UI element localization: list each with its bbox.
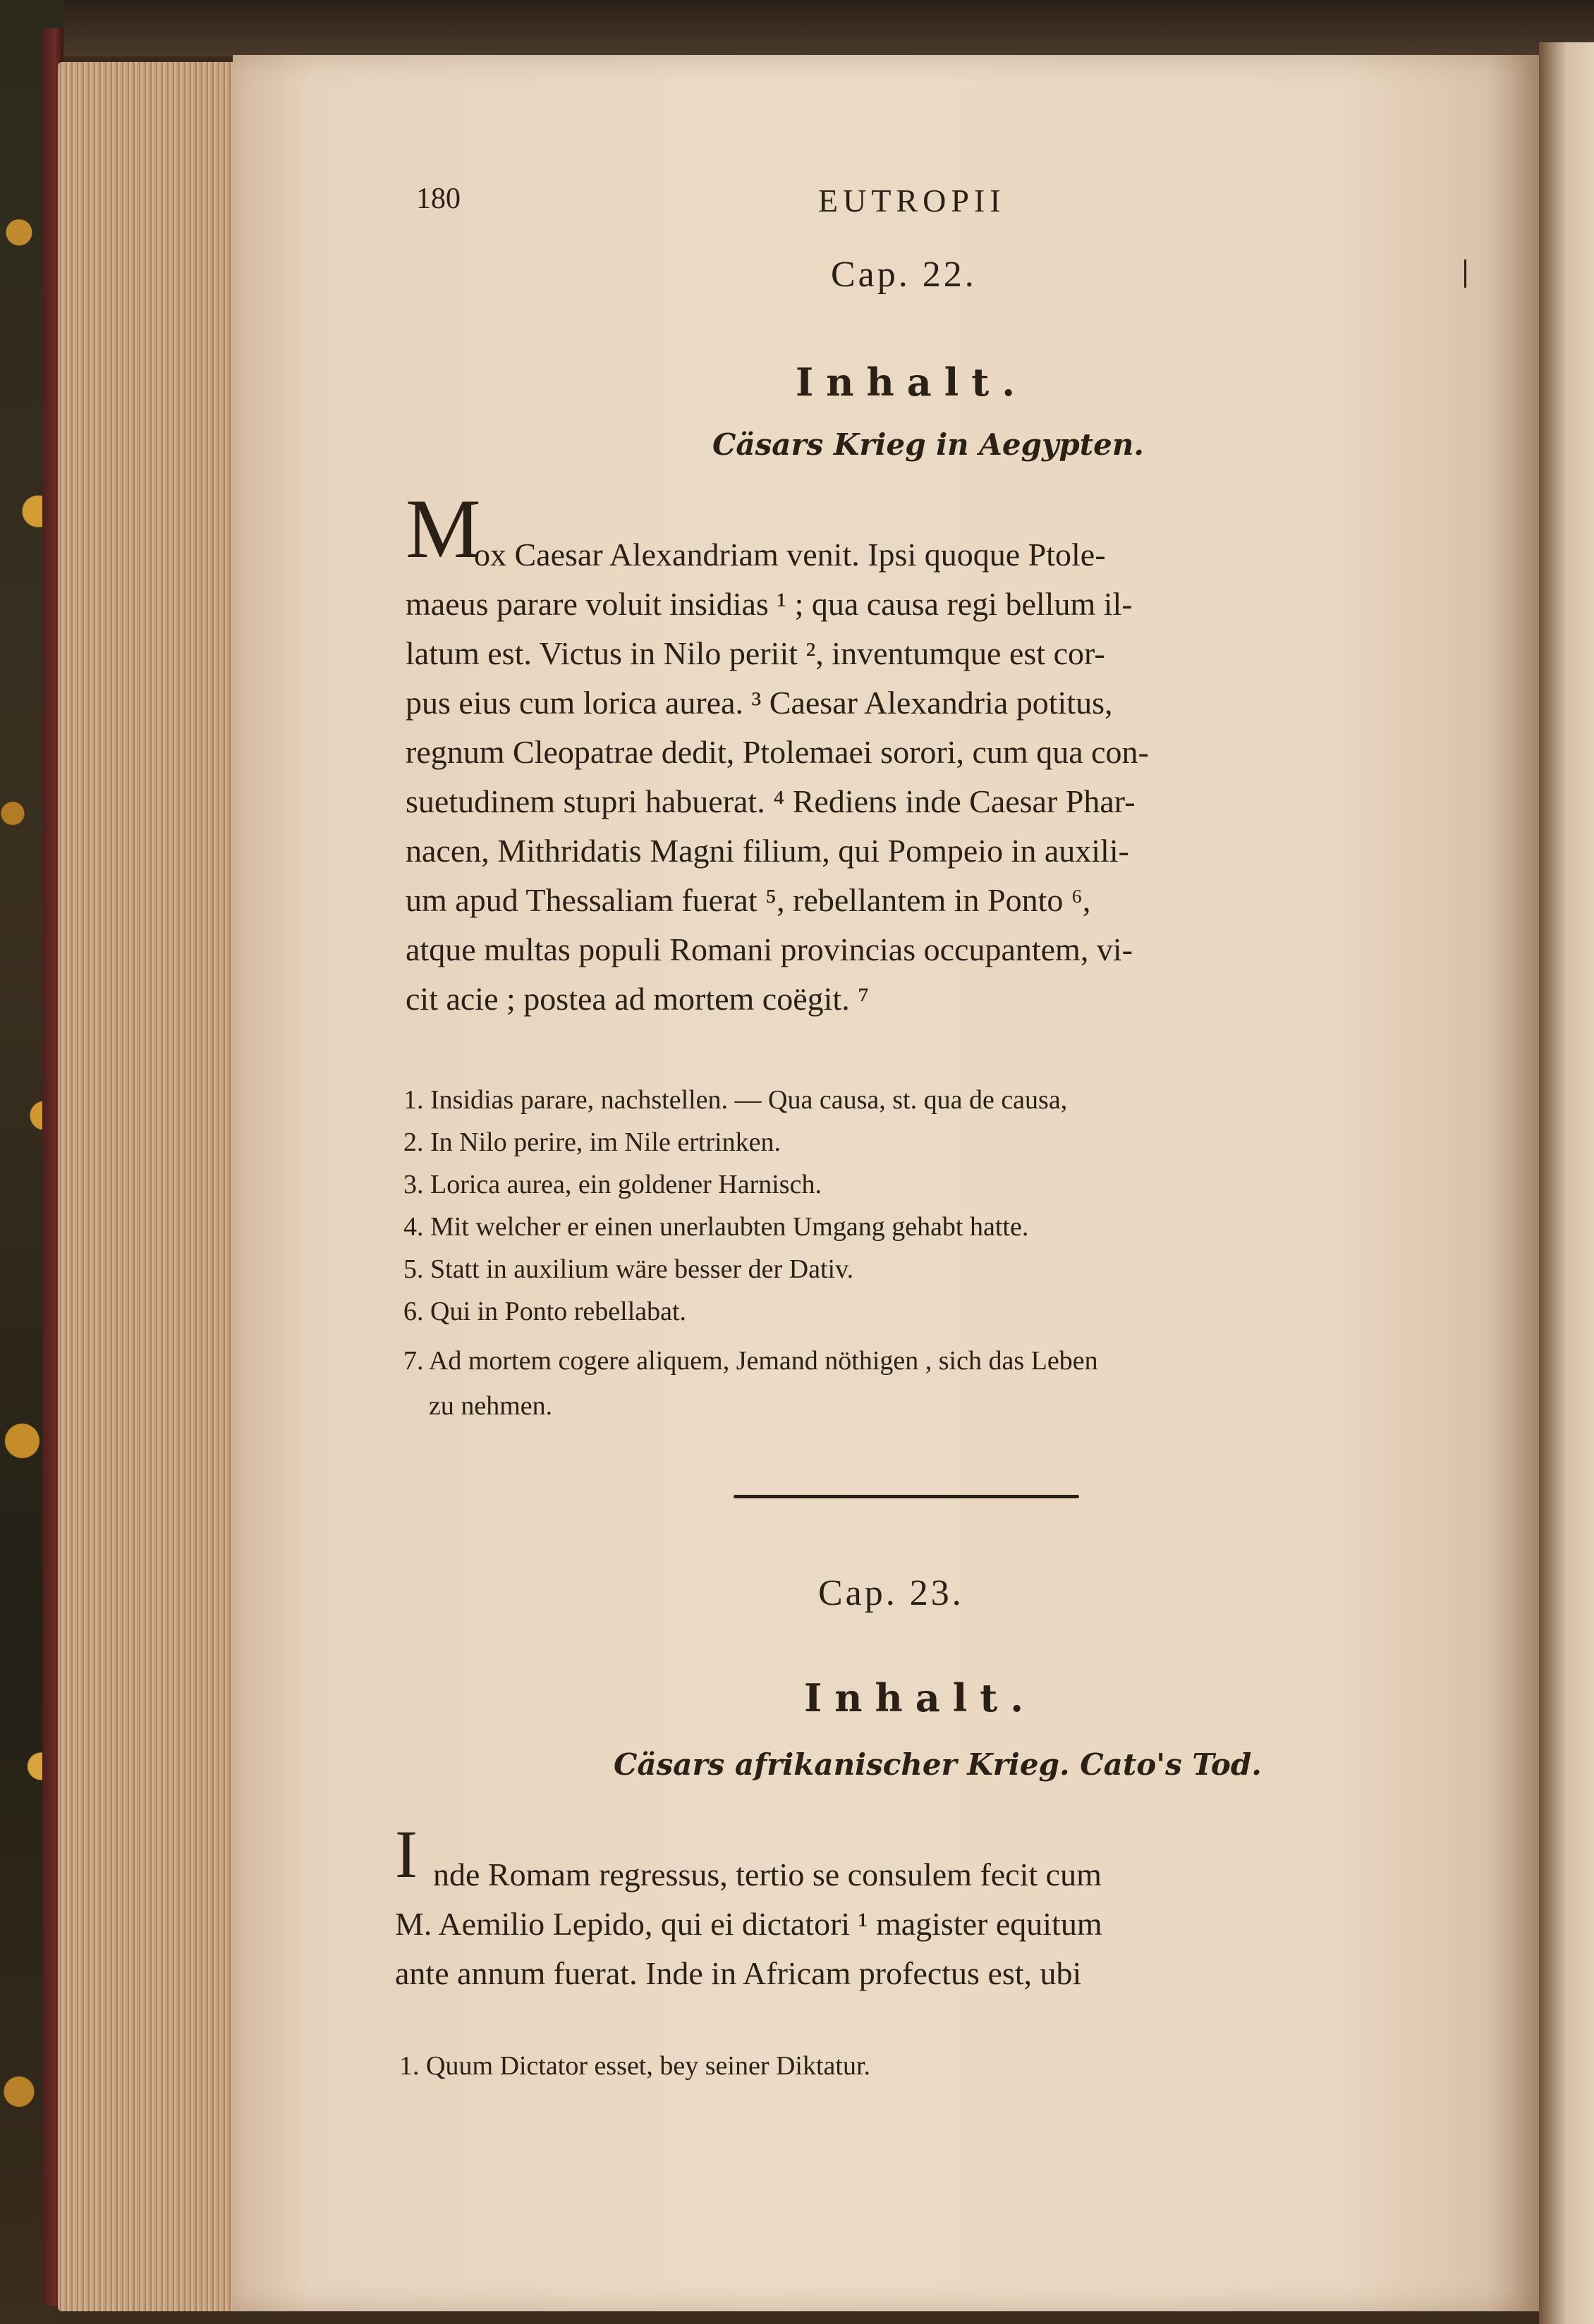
ch22-line-8: um apud Thessaliam fuerat ⁵, rebellantem in Ponto ⁶, — [406, 882, 1091, 918]
chapter-23-dropcap: I — [395, 1816, 418, 1892]
ch22-line-2: maeus parare voluit insidias ¹ ; qua causa regi bellum il- — [406, 586, 1133, 622]
ch22-line-5: regnum Cleopatrae dedit, Ptolemaei sorori, cum qua con- — [406, 734, 1149, 770]
ch22-footnote-7: 7. Ad mortem cogere aliquem, Jemand nöthigen , sich das Leben — [403, 1346, 1098, 1376]
page-stack-edge — [58, 62, 238, 2311]
ch22-footnote-3: 3. Lorica aurea, ein goldener Harnisch. — [403, 1170, 822, 1199]
ch22-line-3: latum est. Victus in Nilo periit ², inventumque est cor- — [406, 635, 1105, 671]
section-divider — [734, 1495, 1079, 1498]
ch23-line-2: M. Aemilio Lepido, qui ei dictatori ¹ magister equitum — [395, 1906, 1102, 1942]
page-number: 180 — [416, 183, 461, 215]
ch22-footnote-5: 5. Statt in auxilium wäre besser der Dativ. — [403, 1254, 854, 1284]
chapter-22-dropcap: M — [406, 482, 481, 575]
ch22-footnote-1: 1. Insidias parare, nachstellen. — Qua causa, st. qua de causa, — [403, 1085, 1068, 1115]
ch22-footnote-6: 6. Qui in Ponto rebellabat. — [403, 1297, 687, 1326]
ch22-footnote-2: 2. In Nilo perire, im Nile ertrinken. — [403, 1127, 781, 1157]
running-head: EUTROPII — [818, 183, 1006, 219]
facing-page-gutter — [1539, 42, 1594, 2324]
chapter-23-summary: Cäsars afrikanischer Krieg. Cato's Tod. — [614, 1747, 1262, 1782]
ch22-line-1: ox Caesar Alexandriam venit. Ipsi quoque Ptole- — [474, 537, 1106, 573]
ch22-footnote-7-cont: zu nehmen. — [429, 1391, 553, 1421]
chapter-22-heading: Cap. 22. — [831, 255, 977, 295]
ch23-line-1: nde Romam regressus, tertio se consulem fecit cum — [433, 1857, 1102, 1892]
ch22-line-10: cit acie ; postea ad mortem coëgit. ⁷ — [406, 981, 870, 1017]
chapter-23-inhalt: Inhalt. — [804, 1675, 1037, 1720]
ch23-footnote-1: 1. Quum Dictator esset, bey seiner Diktatur. — [399, 2051, 871, 2081]
ch23-line-3: ante annum fuerat. Inde in Africam profectus est, ubi — [395, 1955, 1082, 1991]
chapter-23-heading: Cap. 23. — [818, 1573, 964, 1613]
ch22-line-9: atque multas populi Romani provincias occupantem, vi- — [406, 931, 1133, 967]
ch22-line-7: nacen, Mithridatis Magni filium, qui Pompeio in auxili- — [406, 833, 1129, 869]
ch22-footnote-4: 4. Mit welcher er einen unerlaubten Umgang gehabt hatte. — [403, 1212, 1029, 1242]
chapter-22-summary: Cäsars Krieg in Aegypten. — [712, 427, 1145, 462]
ch22-line-6: suetudinem stupri habuerat. ⁴ Rediens inde Caesar Phar- — [406, 783, 1136, 819]
chapter-22-inhalt: Inhalt. — [796, 360, 1028, 405]
margin-mark — [1464, 259, 1466, 288]
book-top-edge — [63, 0, 1594, 56]
ch22-line-4: pus eius cum lorica aurea. ³ Caesar Alexandria potitus, — [406, 685, 1113, 721]
